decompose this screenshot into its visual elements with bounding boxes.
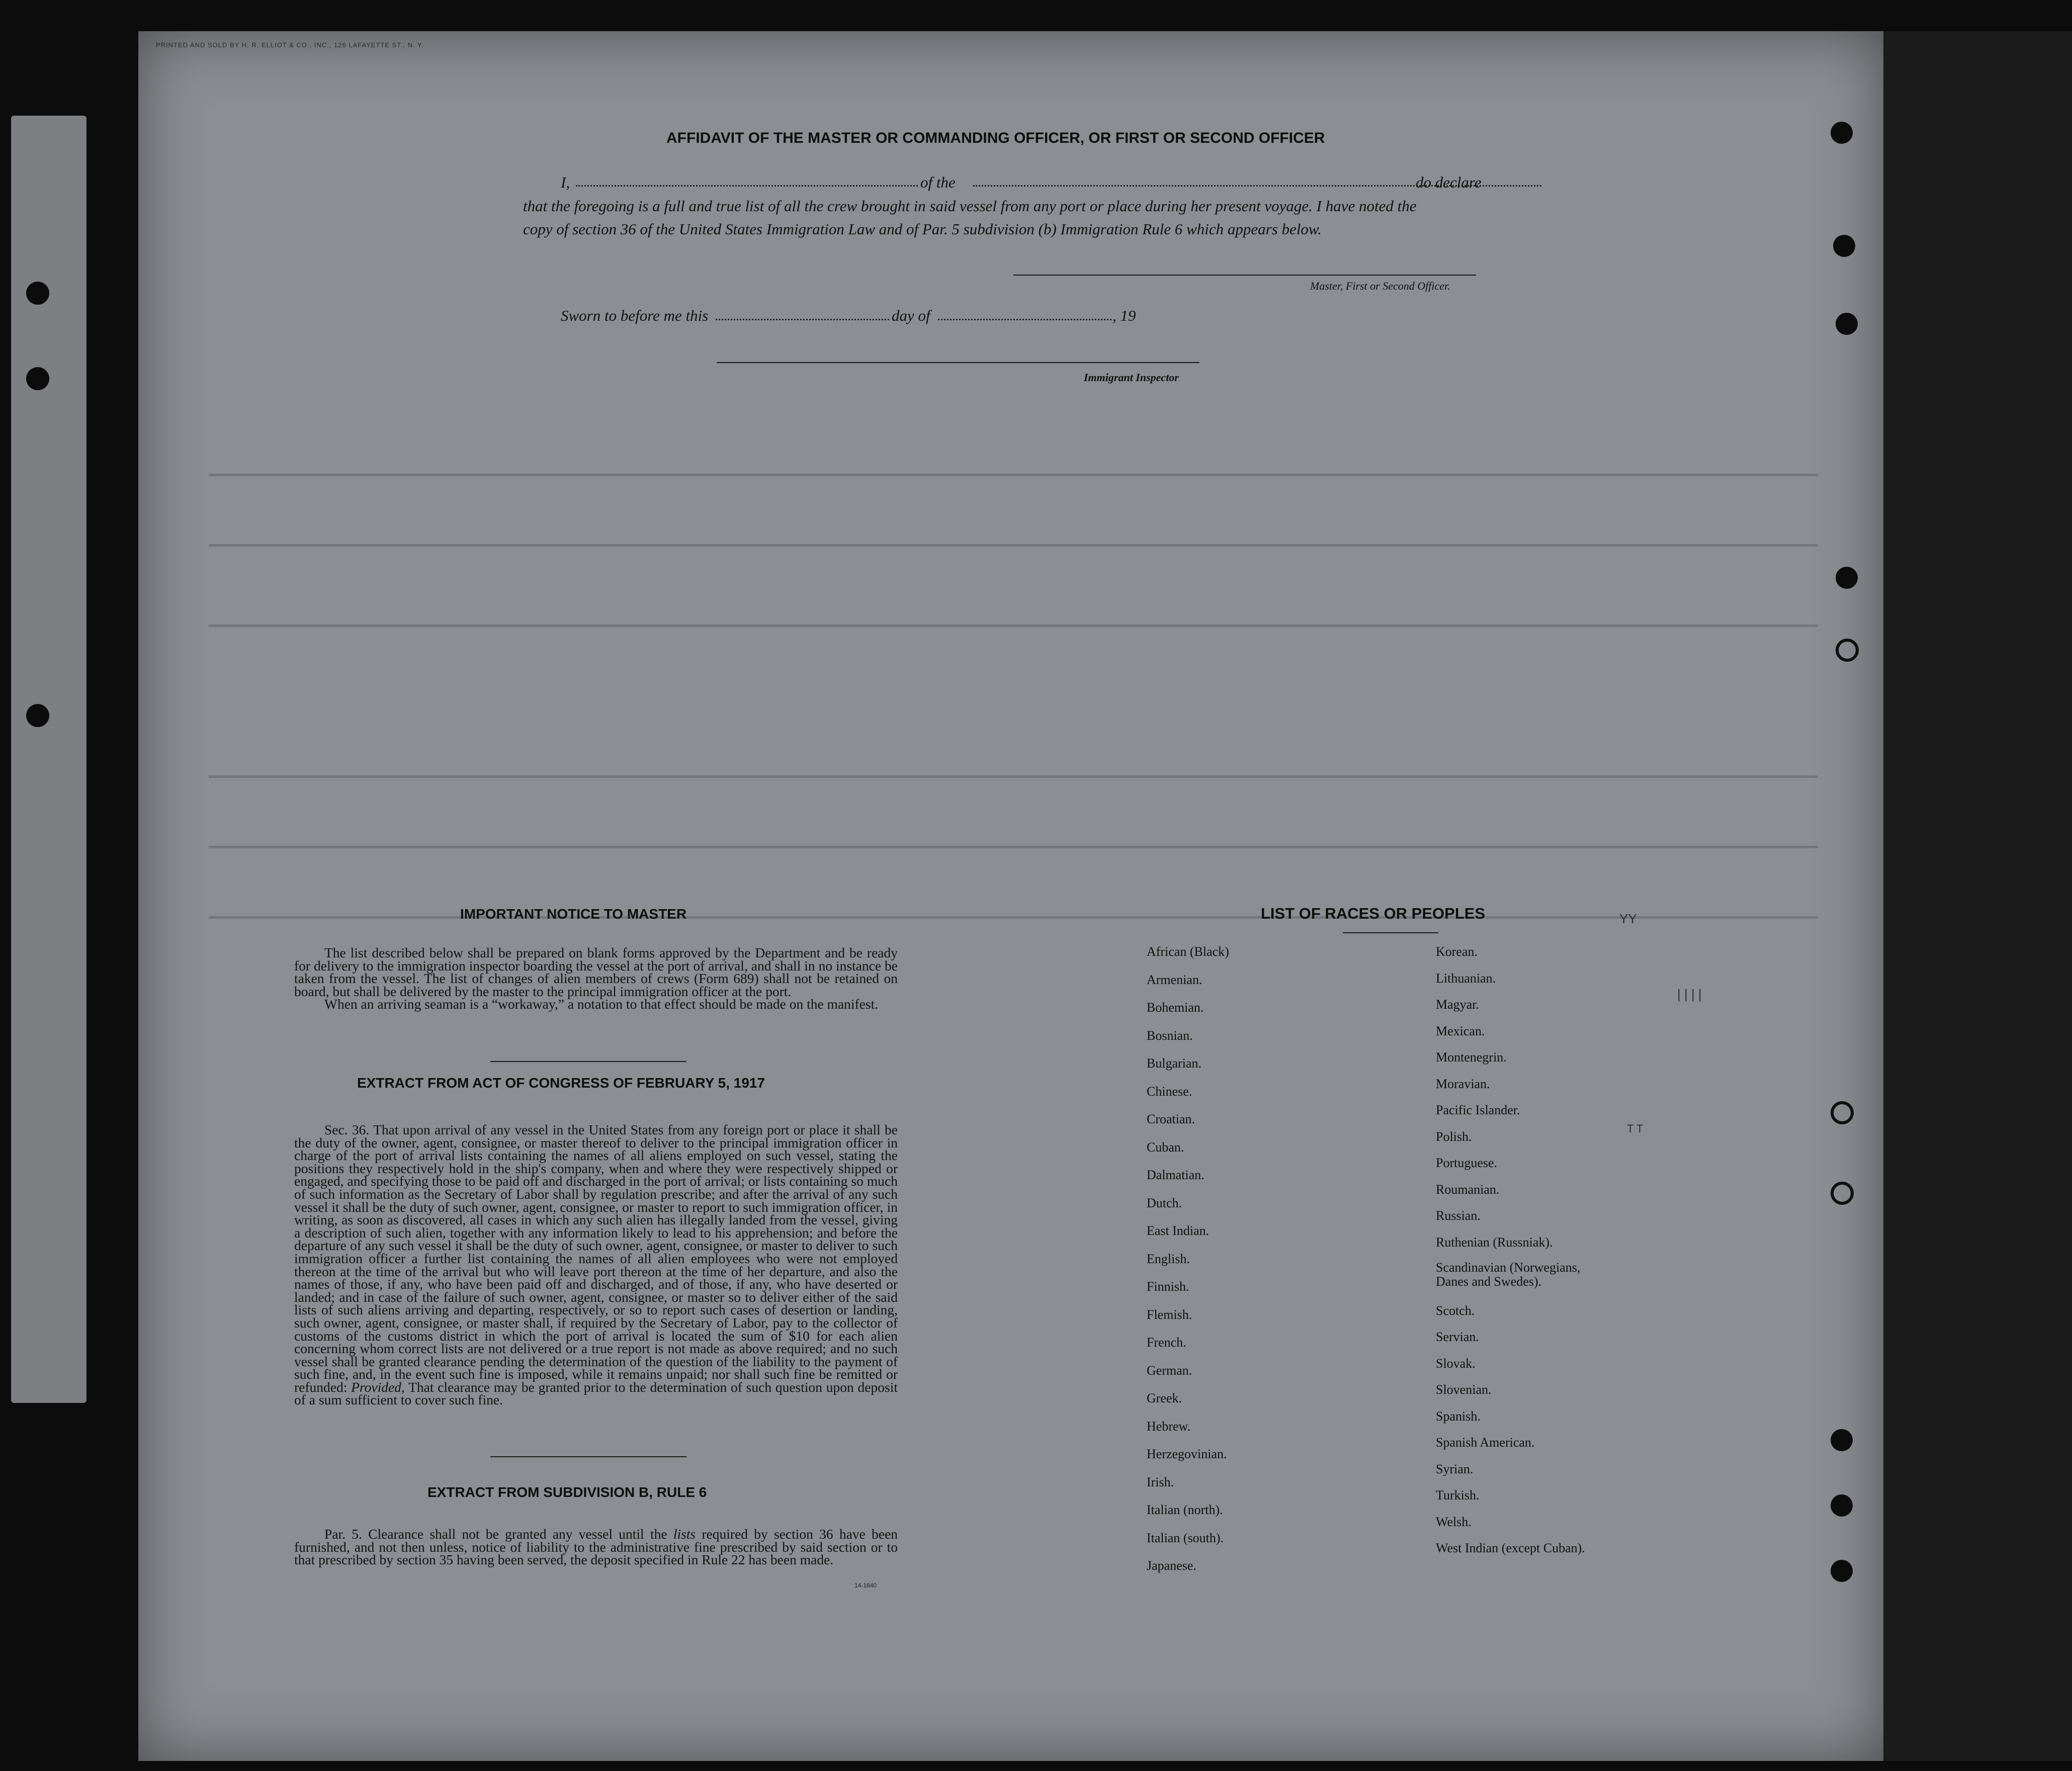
stray-mark: YY [1619, 911, 1637, 926]
notice-paragraph-1: The list described below shall be prepared on blank forms approved by the Department and be ready for delivery to the immigration inspector boarding the vessel at the port of arrival, and shall in no instance be taken from the vessel. The list of changes of alien members of crews (Form 689) shall not be retained on board, but shall be delivered by the master to the principal immigration officer at the port. [294, 945, 898, 999]
race-item: Dalmatian. [1147, 1168, 1204, 1182]
race-item: Finnish. [1147, 1279, 1189, 1294]
affidavit-of-the: of the [920, 173, 956, 191]
notice-body [294, 946, 898, 1011]
race-item: Dutch. [1147, 1196, 1182, 1210]
proviso-rest: That clearance may be granted prior to the determination of such question upon deposit of a sum sufficient to cover such fine. [294, 1379, 898, 1408]
race-item: Servian. [1436, 1330, 1479, 1344]
race-item: Polish. [1436, 1129, 1472, 1144]
race-item: Lithuanian. [1436, 970, 1496, 986]
inspector-signature-line [717, 362, 1199, 363]
race-item: Moravian. [1436, 1076, 1490, 1091]
sworn-month-blank [938, 319, 1111, 320]
rule-text-before: Par. 5. Clearance shall not be granted any vessel until the [324, 1526, 667, 1542]
document-page [138, 31, 1883, 1761]
race-item: Scandinavian (Norwegians, [1436, 1260, 1581, 1275]
affidavit-line2: that the foregoing is a full and true list of all the crew brought in said vessel from any port or place during her present voyage. I have noted the [523, 197, 1417, 215]
race-item: Croatian. [1147, 1112, 1195, 1126]
affidavit-title: AFFIDAVIT OF THE MASTER OR COMMANDING OFFICER, OR FIRST OR SECOND OFFICER [666, 130, 1325, 146]
race-item: Korean. [1436, 944, 1478, 959]
race-item: English. [1147, 1252, 1190, 1266]
affidavit-line3: copy of section 36 of the United States Immigration Law and of Par. 5 subdivision (b) Immigration Rule 6 which appears below. [523, 220, 1322, 238]
section-36-text [294, 1123, 898, 1406]
race-item: Scotch. [1436, 1303, 1475, 1318]
extract-act-body [294, 1123, 898, 1406]
race-item: German. [1147, 1363, 1192, 1378]
punch-hole [1836, 567, 1858, 589]
bleed-through-row [209, 775, 1818, 778]
section-divider [490, 1061, 686, 1062]
race-item: East Indian. [1147, 1223, 1210, 1238]
bleed-through-row [209, 846, 1818, 848]
race-item: Russian. [1436, 1208, 1481, 1223]
race-item: Bosnian. [1147, 1028, 1193, 1043]
punch-hole [1831, 1101, 1854, 1124]
binder-hole [26, 282, 49, 305]
race-item: Italian (south). [1147, 1531, 1224, 1545]
race-item: Slovenian. [1436, 1382, 1492, 1397]
race-item: Hebrew. [1147, 1419, 1191, 1434]
extract-rule-title: EXTRACT FROM SUBDIVISION B, RULE 6 [427, 1484, 707, 1500]
extract-act-title: EXTRACT FROM ACT OF CONGRESS OF FEBRUARY 5, 1917 [357, 1075, 765, 1091]
sworn-day-blank [716, 319, 889, 320]
race-item: French. [1147, 1335, 1186, 1350]
race-item: Cuban. [1147, 1140, 1184, 1155]
proviso-italic: Provided, [351, 1379, 405, 1395]
affidavit-do-declare: do declare [1416, 173, 1482, 191]
race-item: Turkish. [1436, 1488, 1480, 1502]
bleed-through-row [209, 474, 1818, 476]
race-item: Herzegovinian. [1147, 1447, 1227, 1461]
race-item: Italian (north). [1147, 1502, 1223, 1517]
bleed-through-row [209, 544, 1818, 547]
race-item: Portuguese. [1436, 1156, 1498, 1170]
race-item: Mexican. [1436, 1023, 1485, 1038]
bleed-through-row [209, 625, 1818, 627]
races-underline [1343, 932, 1438, 933]
punch-hole [1836, 639, 1859, 662]
extract-rule-body [294, 1528, 898, 1566]
punch-hole [1831, 1560, 1853, 1582]
race-item: Pacific Islander. [1436, 1103, 1520, 1117]
notice-title: IMPORTANT NOTICE TO MASTER [460, 906, 687, 922]
race-item: Chinese. [1147, 1084, 1192, 1099]
binder-strip [11, 116, 87, 1403]
race-item: Japanese. [1147, 1558, 1196, 1573]
race-item: African (Black) [1147, 944, 1229, 959]
race-item: Bulgarian. [1147, 1056, 1202, 1071]
binder-hole [26, 367, 49, 390]
signature-line [1013, 275, 1476, 276]
race-item: Armenian. [1147, 972, 1202, 987]
races-title: LIST OF RACES OR PEOPLES [1261, 905, 1486, 922]
stray-mark: T T [1627, 1122, 1644, 1135]
inspector-label: Immigrant Inspector [1084, 371, 1179, 384]
sworn-day-of: day of [892, 307, 930, 324]
race-item: Slovak. [1436, 1356, 1476, 1371]
race-item: Bohemian. [1147, 1000, 1204, 1015]
bleed-through-row [209, 916, 1818, 919]
punch-hole [1831, 1494, 1853, 1517]
race-item: Spanish. [1436, 1408, 1481, 1424]
race-item: Roumanian. [1436, 1182, 1500, 1197]
race-item: Ruthenian (Russniak). [1436, 1234, 1553, 1250]
section-divider [490, 1456, 686, 1457]
signature-label: Master, First or Second Officer. [1310, 280, 1450, 292]
race-item: Montenegrin. [1436, 1050, 1507, 1065]
printer-credit: PRINTED AND SOLD BY H. R. ELLIOT & CO., INC., 126 LAFAYETTE ST., N. Y. [156, 41, 424, 49]
scan-shadow [1883, 31, 2072, 1761]
punch-hole [1831, 1182, 1854, 1205]
punch-hole [1831, 1429, 1853, 1451]
race-item: Danes and Swedes). [1436, 1274, 1542, 1289]
race-item: Flemish. [1147, 1307, 1192, 1322]
sworn-year: , 19 [1112, 307, 1136, 324]
stray-mark: | | | | [1677, 987, 1702, 1002]
name-blank [576, 185, 918, 187]
rule-text-after: required by section 36 have been furnished, and not then unless, notice of liability to the administrative fine prescribed by said section or to that prescribed by section 35 having been served, the deposit specified in Rule 22 has been made. [294, 1526, 898, 1568]
form-number: 14-1840 [854, 1582, 877, 1589]
race-item: Spanish American. [1436, 1435, 1535, 1450]
race-item: Greek. [1147, 1391, 1182, 1405]
punch-hole [1833, 235, 1855, 257]
race-item: Magyar. [1436, 997, 1479, 1012]
rule-text-italic: lists [673, 1526, 696, 1542]
section-36-main: Sec. 36. That upon arrival of any vessel in the United States from any foreign port or place it shall be the duty of the owner, agent, consignee, or master thereof to deliver to the principal immigration officer in charge of the port of arrival lists containing the names of all aliens employed on such vessel, stating the positions they respectively hold in the ship's company, when and where they were respectively shipped or engaged, and specifying those to be paid off and discharged in the port of arrival; or lists containing so much of such information as the Secretary of Labor shall by regulation prescribe; and after the arrival of any such vessel it shall be the duty of such owner, agent, consignee, or master to report to such immigration officer, in writing, as soon as discovered, all cases in which any such alien has illegally landed from the vessel, giving a description of such alien, together with any information likely to lead to his apprehension; and before the departure of any such vessel it shall be the duty of such owner, agent, consignee, or master to deliver to such immigration officer a further list containing the names of all alien employees who were not employed thereon at the time of the arrival but who will leave port thereon at the time of her departure, and also the names of those, if any, who have been paid off and discharged, and of those, if any, who have deserted or landed; and in case of the failure of such owner, agent, consignee, or master so to deliver either of the said lists of such aliens arriving and departing, respectively, or so to report such cases of desertion or landing, such owner, agent, consignee, or master shall, if required by the Secretary of Labor, pay to the collector of customs of the customs district in which the port of arrival is located the sum of $10 for each alien concerning whom correct lists are not delivered or a true report is not made as above required; and no such vessel shall be granted clearance pending the determination of the question of the liability to the payment of such fine, and, in the event such fine is imposed, while it remains unpaid; nor shall such fine be remitted or refunded: [294, 1122, 898, 1395]
race-item: Irish. [1147, 1475, 1174, 1489]
affidavit-i: I, [561, 173, 570, 191]
sworn-text: Sworn to before me this [561, 307, 709, 324]
race-item: Syrian. [1436, 1461, 1474, 1476]
notice-paragraph-2: When an arriving seaman is a “workaway,” a notation to that effect should be made on the manifest. [324, 996, 879, 1012]
race-item: West Indian (except Cuban). [1436, 1541, 1585, 1555]
punch-hole [1836, 313, 1858, 335]
binder-hole [26, 704, 49, 727]
punch-hole [1831, 122, 1853, 144]
race-item: Welsh. [1436, 1514, 1472, 1529]
